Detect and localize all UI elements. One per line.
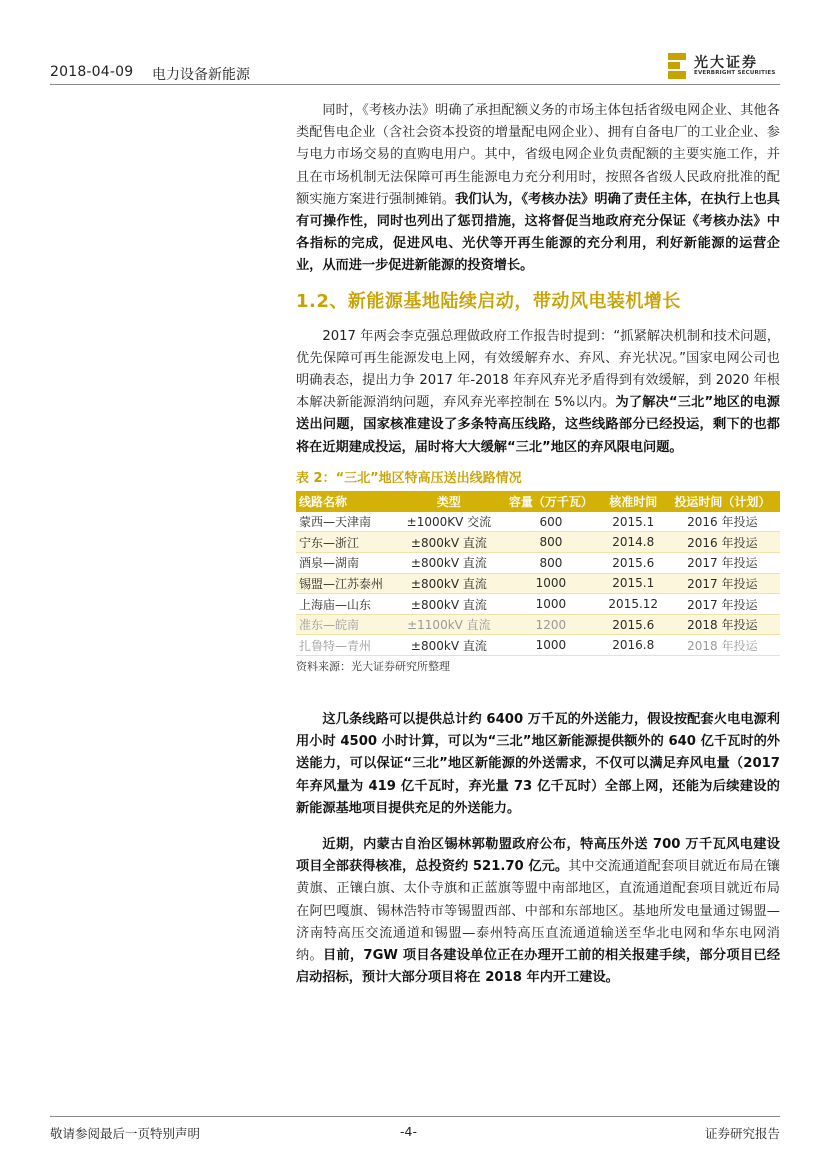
logo-english-name: EVERBRIGHT SECURITIES: [694, 70, 776, 76]
spacer: [296, 675, 780, 709]
page-number: -4-: [400, 1124, 417, 1139]
table-row: [296, 614, 780, 635]
cell-line-name: 蒙西—天津南: [296, 512, 398, 532]
table-source: 资料来源：光大证券研究所整理: [296, 660, 450, 673]
table-row: [296, 573, 780, 594]
cell-type: ±800kV 直流: [398, 594, 500, 615]
paragraph-text: 2017 年两会李克强总理做政府工作报告时提到：“抓紧解决机制和技术问题，优先保障可再生能源发电上网，有效缓解弃水、弃风、弃光状况。”国家电网公司也明确表态，提出力争 2017 年-2018 年弃风弃光矛盾得到有效缓解，到 2020 年根本解决新能源消纳问题，弃风弃光率控制在 5%以内。: [296, 328, 780, 411]
cell-line-name: 锡盟—江苏泰州: [296, 573, 398, 594]
report-date: 2018-04-09: [50, 64, 134, 80]
cell-type: ±800kV 直流: [398, 532, 500, 553]
paragraph-assessment: [296, 100, 780, 278]
column-header-approval: 核准时间: [602, 491, 665, 512]
footer-disclaimer: 敬请参阅最后一页特别声明: [50, 1126, 201, 1141]
table-row: [296, 532, 780, 553]
table-row: [296, 594, 780, 615]
page-header: [50, 55, 780, 84]
table-title: 表 2：“三北”地区特高压送出线路情况: [296, 470, 522, 486]
column-header-capacity: 容量（万千瓦）: [500, 491, 602, 512]
cell-approval: 2015.6: [602, 553, 665, 574]
paragraph-emphasis: 目前，7GW 项目各建设单位正在办理开工前的相关报建手续，部分项目已经启动招标，预计大部分项目将在 2018 年内开工建设。: [296, 948, 781, 986]
paragraph-capacity: [296, 709, 780, 820]
cell-type: ±1100kV 直流: [398, 614, 500, 635]
cell-capacity: 800: [500, 553, 602, 574]
table-row: [296, 553, 780, 574]
paragraph-text: 同时，《考核办法》明确了承担配额义务的市场主体包括省级电网企业、其他各类配售电企业（含社会资本投资的增量配电网企业）、拥有自备电厂的工业企业、参与电力市场交易的直购电用户。其中，省级电网企业负责配额的主要实施工作，并且在市场机制无法保障可再生能源电力充分利用时，按照各省级人民政府批准的配额实施方案进行强制摊销。: [296, 103, 780, 207]
paragraph-text: 其中交流通道配套项目就近布局在镶黄旗、正镶白旗、太仆寺旗和正蓝旗等盟中南部地区，直流通道配套项目就近布局在阿巴嘎旗、锡林浩特市等锡盟西部、中部和东部地区。基地所发电量通过锡盟—济南特高压交流通道和锡盟—泰州特高压直流通道输送至华北电网和华东电网消纳。: [296, 859, 780, 964]
cell-line-name: 扎鲁特—青州: [296, 635, 398, 656]
column-header-line-name: 线路名称: [296, 491, 398, 512]
footer-report-type: 证券研究报告: [704, 1126, 780, 1141]
section-heading: 1.2、新能源基地陆续启动，带动风电装机增长: [296, 290, 681, 312]
cell-line-name: 上海庙—山东: [296, 594, 398, 615]
cell-capacity: 1000: [500, 635, 602, 656]
paragraph-emphasis: 我们认为，《考核办法》明确了责任主体，在执行上也具有可操作性，同时也列出了惩罚措施，这将督促当地政府充分保证《考核办法》中各指标的完成，促进风电、光伏等开再生能源的充分利用，利好新能源的运营企业，从而进一步促进新能源的投资增长。: [296, 191, 780, 274]
paragraph-emphasis: 这几条线路可以提供总计约 6400 万千瓦的外送能力，假设按配套火电电源利用小时 4500 小时计算，可以为“三北”地区新能源提供额外的 640 亿千瓦时的外送能力，可以保证“三北”地区新能源的外送需求，不仅可以满足弃风电量（2017 年弃风量为 419 亿千瓦时，弃光量 73 亿千瓦时）全部上网，还能为后续建设的新能源基地项目提供充足的外送能力。: [296, 712, 780, 816]
cell-capacity: 1000: [500, 594, 602, 615]
column-header-operation: 投运时间（计划）: [665, 491, 780, 512]
logo-chinese-name: 光大证券: [694, 55, 758, 71]
cell-operation: 2017 年投运: [665, 594, 780, 615]
cell-approval: 2015.12: [602, 594, 665, 615]
cell-operation: 2017 年投运: [665, 553, 780, 574]
cell-operation: 2018 年投运: [665, 614, 780, 635]
cell-type: ±1000KV 交流: [398, 512, 500, 532]
cell-type: ±800kV 直流: [398, 573, 500, 594]
cell-approval: 2016.8: [602, 635, 665, 656]
cell-capacity: 1000: [500, 573, 602, 594]
cell-operation: 2017 年投运: [665, 573, 780, 594]
cell-capacity: 600: [500, 512, 602, 532]
cell-line-name: 宁东—浙江: [296, 532, 398, 553]
paragraph-emphasis: 近期，内蒙古自治区锡林郭勒盟政府公布，特高压外送 700 万千瓦风电建设项目全部获得核准，总投资约 521.70 亿元。: [296, 837, 780, 875]
footer-divider: [50, 1116, 780, 1117]
cell-type: ±800kV 直流: [398, 553, 500, 574]
spacer: [296, 820, 780, 834]
logo-mark-icon: [668, 53, 686, 79]
cell-line-name: 酒泉—湖南: [296, 553, 398, 574]
table-row: [296, 512, 780, 532]
cell-type: ±800kV 直流: [398, 635, 500, 656]
report-sector: 电力设备新能源: [152, 67, 250, 83]
company-logo: [668, 52, 778, 80]
header-divider: [50, 84, 780, 85]
cell-capacity: 800: [500, 532, 602, 553]
table-row: [296, 635, 780, 656]
paragraph-inner-mongolia: [296, 834, 780, 989]
cell-approval: 2015.1: [602, 573, 665, 594]
cell-capacity: 1200: [500, 614, 602, 635]
cell-approval: 2015.1: [602, 512, 665, 532]
column-header-type: 类型: [398, 491, 500, 512]
cell-operation: 2016 年投运: [665, 512, 780, 532]
paragraph-policy: [296, 326, 780, 459]
cell-approval: 2015.6: [602, 614, 665, 635]
paragraph-emphasis: 为了解决“三北”地区的电源送出问题，国家核准建设了多条特高压线路，这些线路部分已经投运，剩下的也都将在近期建成投运，届时将大大缓解“三北”地区的弃风限电问题。: [296, 395, 780, 455]
cell-operation: 2018 年投运: [665, 635, 780, 656]
cell-line-name: 准东—皖南: [296, 614, 398, 635]
uhv-lines-table: [296, 491, 780, 656]
cell-approval: 2014.8: [602, 532, 665, 553]
main-content: [296, 100, 780, 989]
table-header-row: [296, 491, 780, 512]
cell-operation: 2016 年投运: [665, 532, 780, 553]
